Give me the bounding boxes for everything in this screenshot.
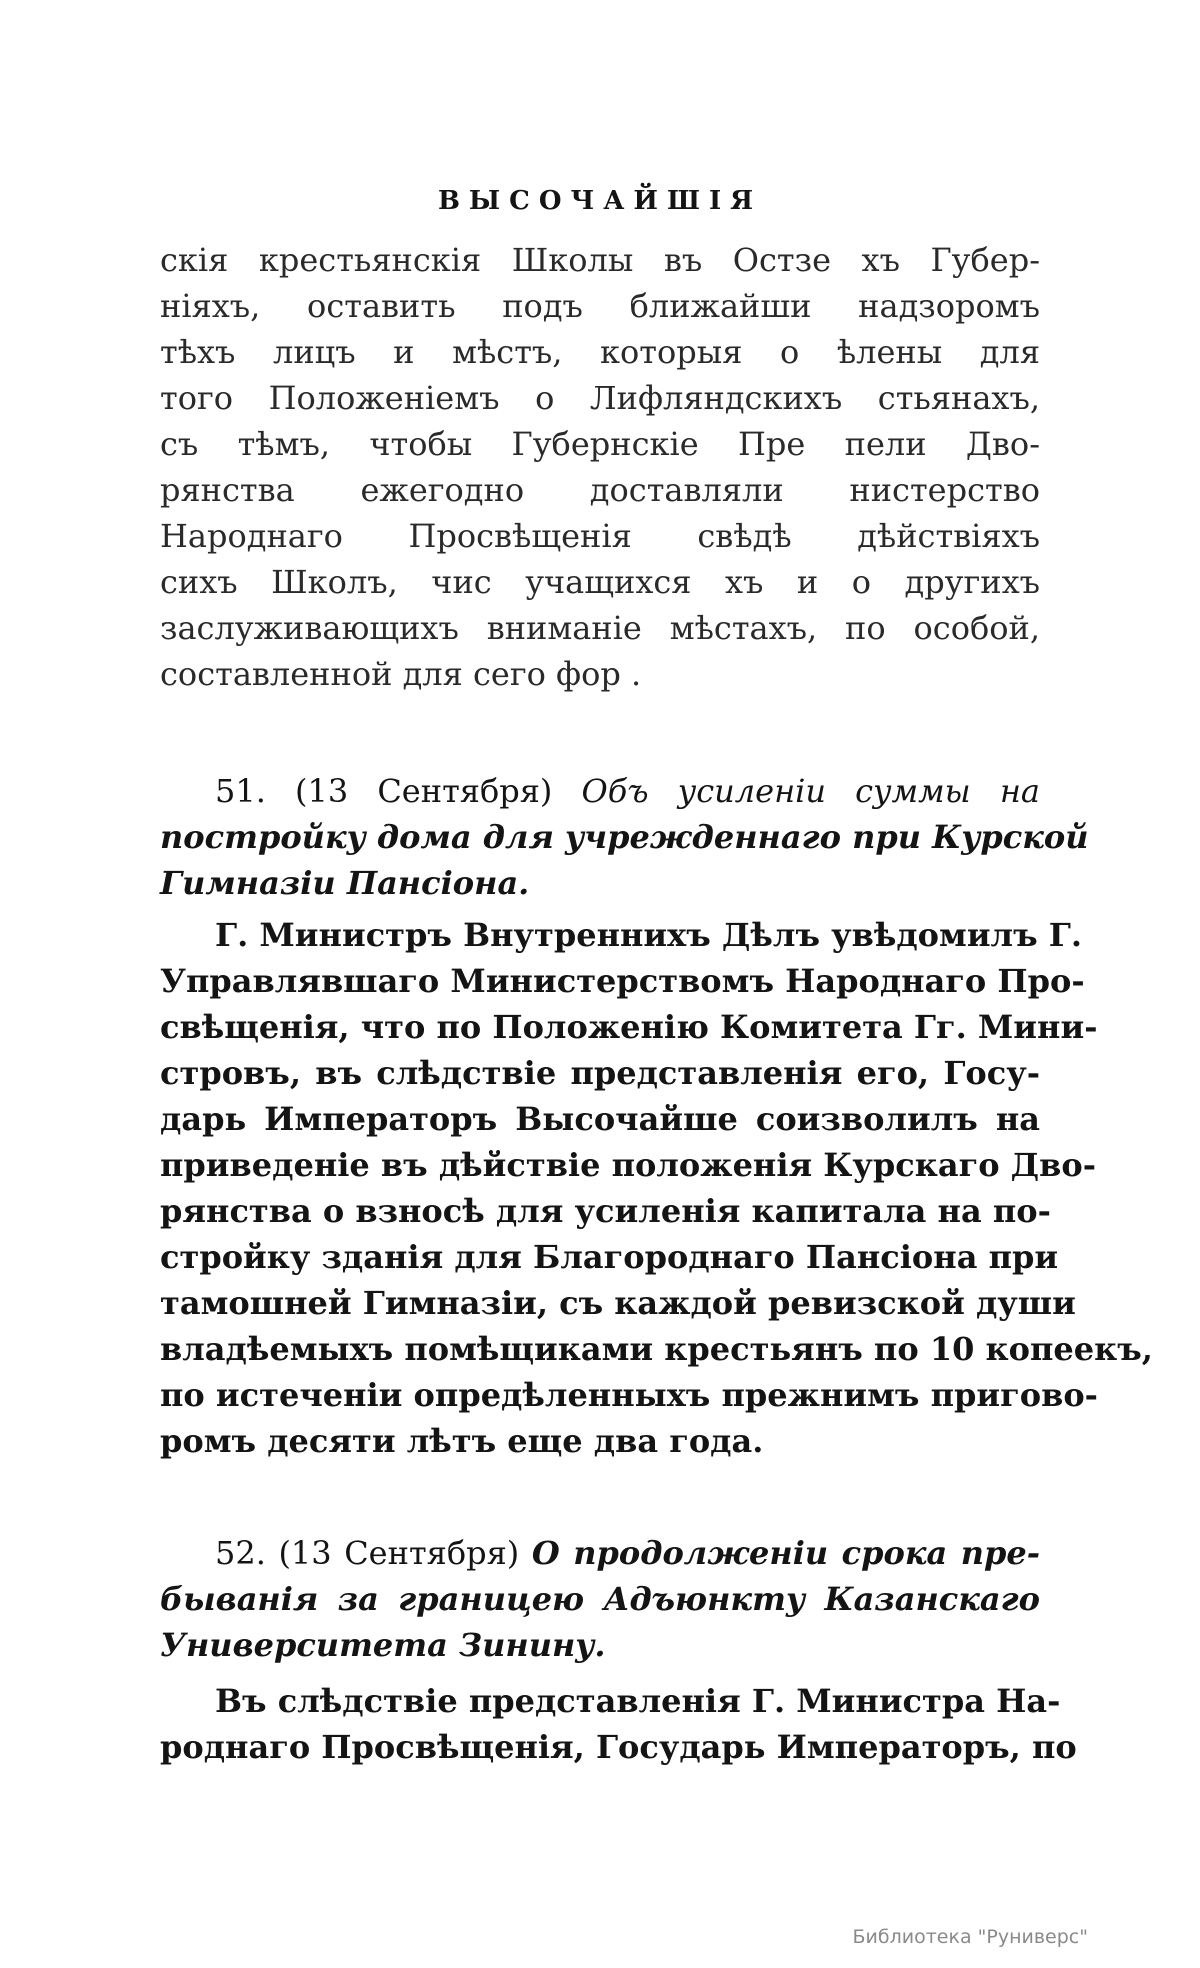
- section-51-body-line: стровъ, въ слѣдствіе представленія его, Госу-: [160, 1054, 1040, 1092]
- text-line: заслуживающихъ вниманіе мѣстахъ, по особой,: [160, 609, 1040, 647]
- section-51-body-line: Управлявшаго Министерствомъ Народнаго Про-: [160, 962, 1085, 1000]
- text-line: тѣхъ лицъ и мѣстъ, которыя о ѣлены для: [160, 333, 1040, 371]
- library-watermark: Библиотека "Руниверс": [852, 1926, 1088, 1948]
- section-51-body-line: свѣщенія, что по Положенію Комитета Гг. Мини-: [160, 1008, 1098, 1046]
- section-51-body-line: дарь Императоръ Высочайше соизволилъ на: [160, 1100, 1040, 1138]
- section-51-title-line: постройку дома для учрежденнаго при Курской: [160, 818, 1089, 856]
- section-52-title-line: Университета Зинину.: [160, 1626, 606, 1664]
- section-51-title-start: Объ усиленіи суммы на: [581, 772, 1040, 810]
- text-line: скія крестьянскія Школы въ Остзе хъ Губер-: [160, 241, 1040, 279]
- section-51-body-line: приведеніе въ дѣйствіе положенія Курскаго Дво-: [160, 1146, 1096, 1184]
- text-line: составленной для сего фор .: [160, 655, 642, 693]
- text-line: ніяхъ, оставить подъ ближайши надзоромъ: [160, 287, 1040, 325]
- section-52-body-line: роднаго Просвѣщенія, Государь Императоръ, по: [160, 1728, 1077, 1766]
- section-51-title-line: Гимназіи Пансіона.: [160, 864, 530, 902]
- section-51-body-line: ромъ десяти лѣтъ еще два года.: [160, 1422, 764, 1460]
- section-51-number-date: 51. (13 Сентября): [215, 772, 553, 810]
- text-line: Народнаго Просвѣщенія свѣдѣ дѣйствіяхъ: [160, 517, 1040, 555]
- section-51-body-line: владѣемыхъ помѣщиками крестьянъ по 10 копеекъ,: [160, 1330, 1153, 1368]
- section-52-title-start: О продолженіи срока пре-: [531, 1534, 1041, 1572]
- section-51-body-line: стройку зданія для Благороднаго Пансіона при: [160, 1238, 1059, 1276]
- section-51-body-line: тамошней Гимназіи, съ каждой ревизской души: [160, 1284, 1076, 1322]
- section-52-body-line: Въ слѣдствіе представленія Г. Министра На-: [215, 1682, 1061, 1720]
- text-line: рянства ежегодно доставляли нистерство: [160, 471, 1040, 509]
- section-52-heading: [215, 1530, 1040, 1576]
- text-line: сихъ Школъ, чис учащихся хъ и о другихъ: [160, 563, 1040, 601]
- section-52-number-date: 52. (13 Сентября): [215, 1534, 520, 1572]
- section-51-body-line: рянства о взносѣ для усиленія капитала на по-: [160, 1192, 1051, 1230]
- section-51-body-line: по истеченіи опредѣленныхъ прежнимъ пригово-: [160, 1376, 1098, 1414]
- text-line: того Положеніемъ о Лифляндскихъ стьянахъ,: [160, 379, 1040, 417]
- page-header: ВЫСОЧАЙШІЯ: [437, 186, 763, 216]
- section-51-heading: [215, 768, 1040, 814]
- section-51-body-line: Г. Министръ Внутреннихъ Дѣлъ увѣдомилъ Г.: [215, 916, 1083, 954]
- text-line: съ тѣмъ, чтобы Губернскіе Пре пели Дво-: [160, 425, 1040, 463]
- section-52-title-line: быванія за границею Адъюнкту Казанскаго: [160, 1580, 1040, 1618]
